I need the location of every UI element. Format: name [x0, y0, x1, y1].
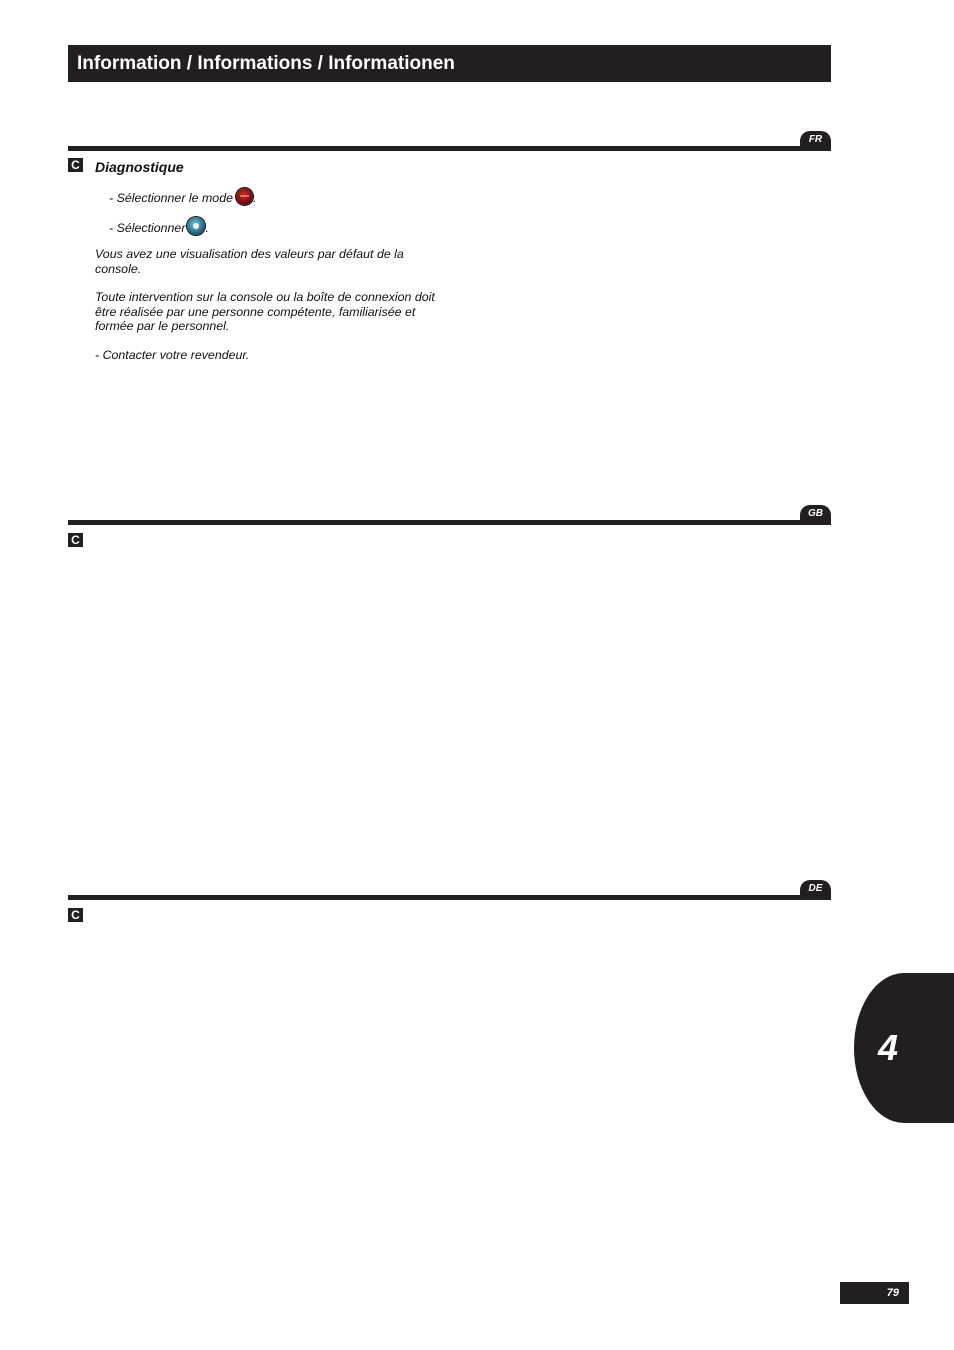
section-divider-gb	[68, 520, 831, 525]
language-tab-fr: FR	[800, 131, 831, 150]
section-marker-de: C	[68, 908, 83, 922]
step-select-mode-text: - Sélectionner le mode	[109, 191, 233, 205]
step-select-mode	[109, 188, 256, 206]
paragraph-intervention-warning: Toute intervention sur la console ou la boîte de connexion doit être réalisée par une personne compétente, familiarisée et formée par le personnel.	[95, 290, 435, 333]
settings-icon	[187, 217, 205, 235]
section-title-diagnostique: Diagnostique	[95, 159, 184, 175]
section-divider-fr	[68, 146, 831, 151]
section-marker-gb: C	[68, 533, 83, 547]
page-header-title: Information / Informations / Informationen	[68, 45, 831, 82]
language-tab-de: DE	[800, 880, 831, 899]
chapter-number: 4	[877, 1027, 899, 1068]
section-divider-de	[68, 895, 831, 900]
language-tab-gb: GB	[800, 505, 831, 524]
step-select-settings-text: - Sélectionner	[109, 221, 186, 235]
section-marker-fr: C	[68, 158, 83, 172]
step-end-punct: .	[252, 191, 257, 205]
step-end-punct: .	[205, 221, 209, 235]
page-number: 79	[840, 1282, 909, 1304]
paragraph-default-values: Vous avez une visualisation des valeurs par défaut de la console.	[95, 247, 404, 276]
mode-icon	[236, 188, 253, 205]
step-select-settings	[109, 217, 209, 236]
paragraph-contact-dealer: - Contacter votre revendeur.	[95, 348, 250, 362]
